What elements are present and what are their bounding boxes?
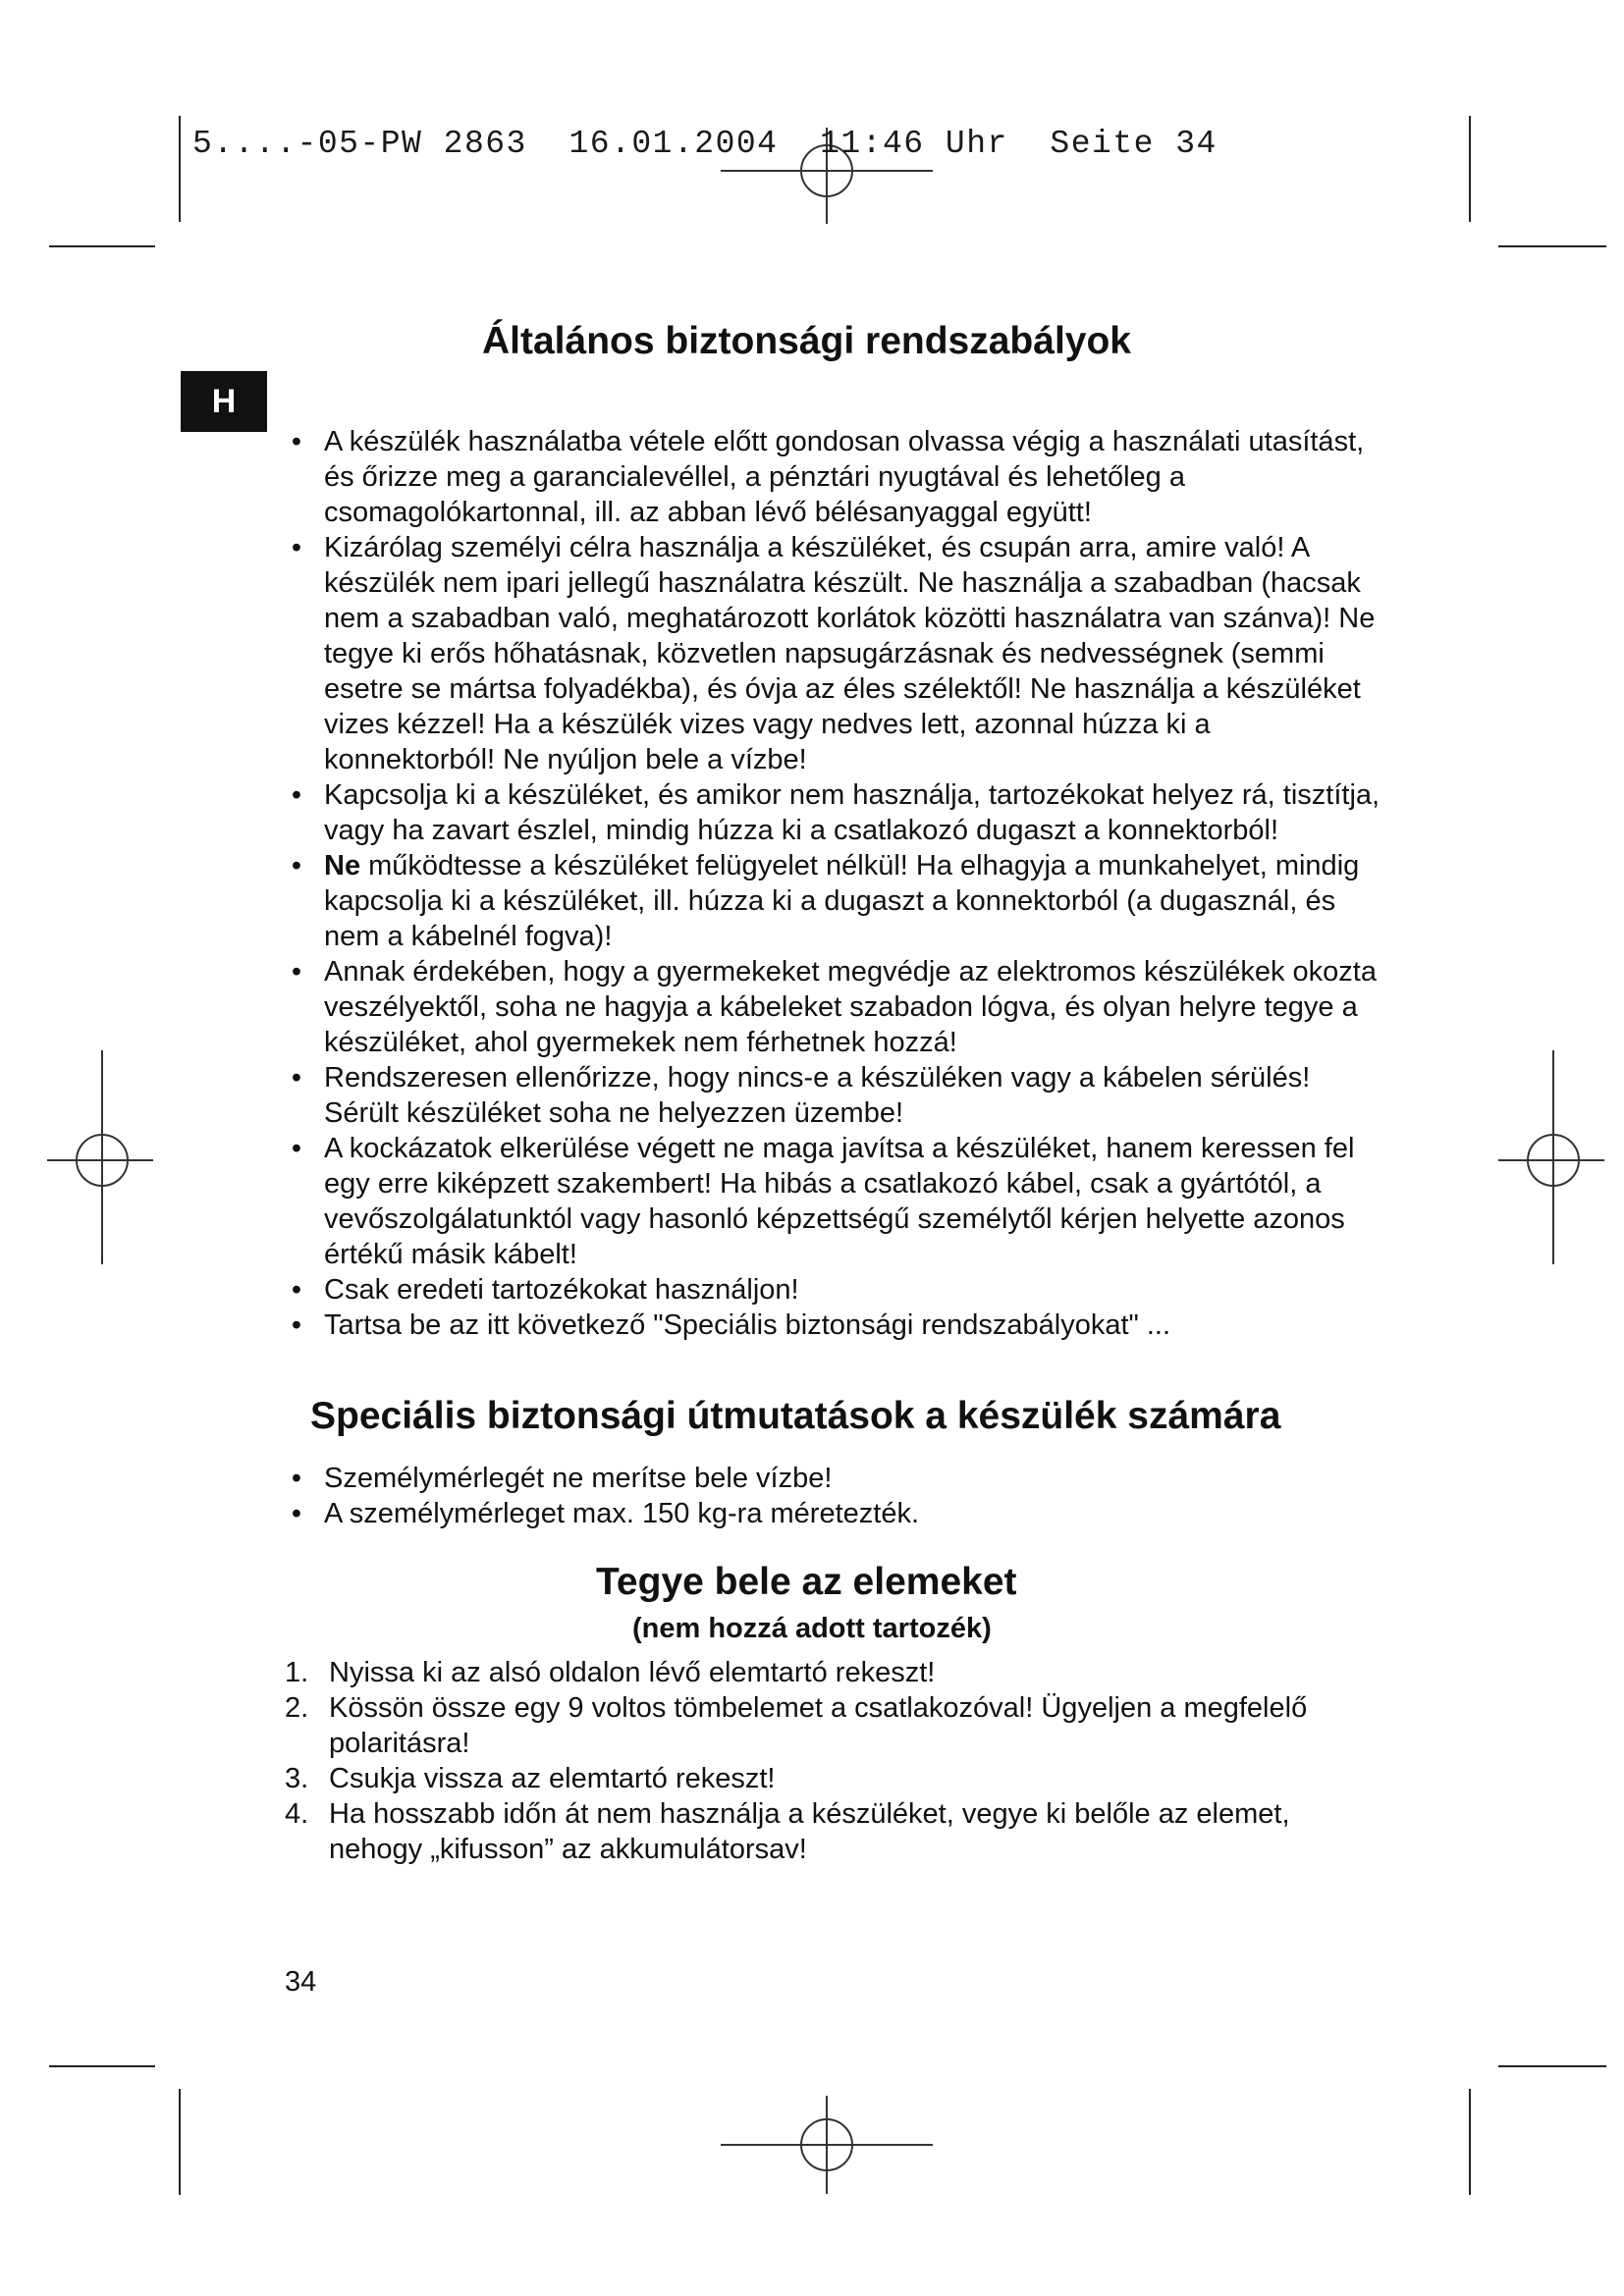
list-item [287, 954, 1386, 1060]
list-item [285, 1796, 1384, 1867]
list-item [287, 424, 1386, 530]
section-title-special-safety: Speciális biztonsági útmutatások a készülék számára [310, 1395, 1281, 1437]
list-item [287, 1461, 1386, 1496]
general-safety-list [287, 424, 1386, 1343]
list-item-text: Annak érdekében, hogy a gyermekeket megvédje az elektromos készülékek okozta veszélyektől, soha ne hagyja a kábeleket szabadon lógva, és olyan helyre tegye a készüléket, ahol gyermekek nem férhetnek hozzá! [324, 956, 1377, 1058]
registration-mark-bottom [721, 2096, 937, 2194]
section-title-insert-batteries: Tegye bele az elemeket [596, 1561, 1017, 1603]
registration-mark-right [1498, 1050, 1606, 1266]
list-item-text: Nyissa ki az alsó oldalon lévő elemtartó rekeszt! [329, 1657, 936, 1688]
special-safety-list [287, 1461, 1386, 1531]
crop-mark-bottom-left-horizontal [49, 2065, 155, 2067]
list-item-text: A kockázatok elkerülése végett ne maga javítsa a készüléket, hanem keressen fel egy erre kiképzett szakembert! Ha hibás a csatlakozó kábel, csak a gyártótól, a vevőszolgálatunktól vagy hasonló képzettségű személytől kérjen helyette azonos értékű másik kábelt! [324, 1133, 1355, 1270]
emphasis-word: Ne [324, 850, 361, 881]
bullet: • [291, 1062, 302, 1094]
step-number: 1. [285, 1657, 309, 1688]
list-item [285, 1690, 1384, 1761]
list-item [287, 777, 1386, 848]
bullet: • [291, 1133, 302, 1164]
bullet: • [291, 1463, 302, 1494]
list-item [287, 1272, 1386, 1308]
crop-mark-bottom-left-vertical [179, 2089, 181, 2195]
list-item-text: Rendszeresen ellenőrizze, hogy nincs-e a készüléken vagy a kábelen sérülés! Sérült készüléket soha ne helyezzen üzembe! [324, 1062, 1311, 1129]
list-item [285, 1655, 1384, 1690]
registration-mark-left [47, 1050, 155, 1266]
bullet: • [291, 532, 302, 563]
bullet: • [291, 1309, 302, 1341]
list-item-text: A készülék használatba vétele előtt gondosan olvassa végig a használati utasítást, és őrizze meg a garancialevéllel, a pénztári nyugtával és lehetőleg a csomagolókartonnal, ill. az abban lévő bélésanyaggal együtt! [324, 426, 1365, 528]
battery-steps-list [285, 1655, 1384, 1867]
list-item-text: Kizárólag személyi célra használja a készüléket, és csupán arra, amire való! A készülék nem ipari jellegű használatra készült. Ne használja a szabadban (hacsak nem a szabadban való, meghatározott korlátok közötti használatra van szánva)! Ne tegye ki erős hőhatásnak, közvetlen napsugárzásnak és nedvességnek (semmi esetre se mártsa folyadékba), és óvja az éles szélektől! Ne használja a készüléket vizes kézzel! Ha a készülék vizes vagy nedves lett, azonnal húzza ki a konnektorból! Ne nyúljon bele a vízbe! [324, 532, 1376, 775]
print-slug-header: 5....-05-PW 2863 16.01.2004 11:46 Uhr Seite 34 [192, 126, 1218, 162]
list-item [285, 1761, 1384, 1796]
crop-mark-top-right-horizontal [1498, 245, 1606, 247]
list-item-text: Személymérlegét ne merítse bele vízbe! [324, 1463, 833, 1494]
bullet: • [291, 956, 302, 988]
bullet: • [291, 426, 302, 457]
list-item [287, 1060, 1386, 1131]
section-title-general-safety: Általános biztonsági rendszabályok [482, 320, 1131, 362]
bullet: • [291, 1274, 302, 1306]
list-item-text: Csukja vissza az elemtartó rekeszt! [329, 1763, 776, 1794]
list-item-text: Tartsa be az itt következő "Speciális biztonsági rendszabályokat" ... [324, 1309, 1171, 1341]
list-item-text: Csak eredeti tartozékokat használjon! [324, 1274, 799, 1306]
list-item [287, 848, 1386, 954]
bullet: • [291, 779, 302, 811]
step-number: 4. [285, 1798, 309, 1830]
step-number: 3. [285, 1763, 309, 1794]
crop-mark-bottom-right-vertical [1469, 2089, 1471, 2195]
bullet: • [291, 1498, 302, 1529]
list-item-text: Kapcsolja ki a készüléket, és amikor nem használja, tartozékokat helyez rá, tisztítja, vagy ha zavart észlel, mindig húzza ki a csatlakozó dugaszt a konnektorból! [324, 779, 1380, 846]
step-number: 2. [285, 1692, 309, 1724]
list-item [287, 1131, 1386, 1272]
list-item-text: Kössön össze egy 9 voltos tömbelemet a csatlakozóval! Ügyeljen a megfelelő polaritásra! [329, 1692, 1308, 1759]
crop-mark-top-left-horizontal [49, 245, 155, 247]
page-number: 34 [285, 1966, 317, 1998]
list-item-text: működtesse a készüléket felügyelet nélkül! Ha elhagyja a munkahelyet, mindig kapcsolja ki a készüléket, ill. húzza ki a dugaszt a konnektorból (a dugasznál, és nem a kábelnél fogva)! [324, 850, 1360, 952]
list-item-text: Ha hosszabb időn át nem használja a készüléket, vegye ki belőle az elemet, nehogy „kifusson” az akkumulátorsav! [329, 1798, 1290, 1865]
language-tab: H [181, 371, 267, 432]
list-item [287, 1308, 1386, 1343]
crop-mark-top-left-vertical [179, 116, 181, 222]
crop-mark-top-right-vertical [1469, 116, 1471, 222]
list-item [287, 530, 1386, 777]
list-item-text: A személymérleget max. 150 kg-ra méretezték. [324, 1498, 920, 1529]
section-subtitle-not-included: (nem hozzá adott tartozék) [632, 1613, 992, 1644]
bullet: • [291, 850, 302, 881]
crop-mark-bottom-right-horizontal [1498, 2065, 1606, 2067]
list-item [287, 1496, 1386, 1531]
